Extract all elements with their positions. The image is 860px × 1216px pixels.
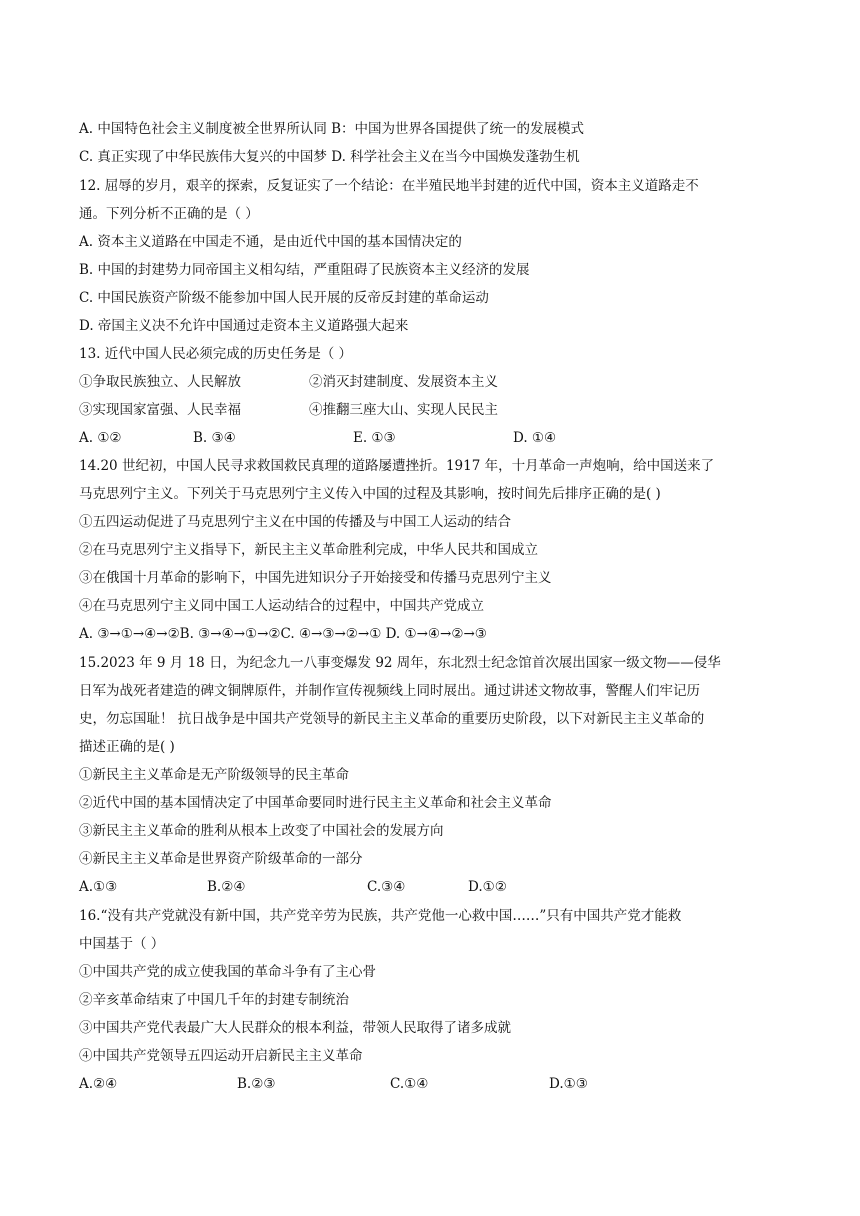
- q15-item-4: ④新民主主义革命是世界资产阶级革命的一部分: [79, 851, 363, 867]
- q11-options-cd: C. 真正实现了中华民族伟大复兴的中国梦 D. 科学社会主义在当今中国焕发蓬勃生机: [79, 149, 580, 165]
- q15-stem-line-2: 日军为战死者建造的碑文铜牌原件，并制作宣传视频线上同时展出。通过讲述文物故事，警醒人们牢记历: [79, 683, 700, 699]
- q16-item-4: ④中国共产党领导五四运动开启新民主主义革命: [79, 1048, 363, 1064]
- q13-option-d: D. ①④: [513, 430, 557, 446]
- q15-stem-line-3: 史，勿忘国耻！ 抗日战争是中国共产党领导的新民主主义革命的重要历史阶段，以下对新民主主义革命的: [79, 711, 705, 727]
- q13-item-2: ②消灭封建制度、发展资本主义: [309, 374, 498, 390]
- q13-item-4: ④推翻三座大山、实现人民民主: [309, 402, 498, 418]
- q15-option-d: D.①②: [468, 879, 507, 895]
- q14-item-1: ①五四运动促进了马克思列宁主义在中国的传播及与中国工人运动的结合: [79, 514, 511, 530]
- q15-option-c: C.③④: [367, 879, 406, 895]
- q13-option-e: E. ①③: [353, 430, 396, 446]
- q14-item-4: ④在马克思列宁主义同中国工人运动结合的过程中，中国共产党成立: [79, 598, 484, 614]
- q13-option-b: B. ③④: [193, 430, 236, 446]
- q14-stem-line-2: 马克思列宁主义。下列关于马克思列宁主义传入中国的过程及其影响，按时间先后排序正确的是( ): [79, 486, 661, 502]
- q11-options-ab: A. 中国特色社会主义制度被全世界所认同 B：中国为世界各国提供了统一的发展模式: [79, 121, 585, 137]
- q12-option-c: C. 中国民族资产阶级不能参加中国人民开展的反帝反封建的革命运动: [79, 290, 489, 306]
- q13-item-3: ③实现国家富强、人民幸福: [79, 402, 241, 418]
- q16-option-b: B.②③: [237, 1076, 276, 1092]
- q16-item-2: ②辛亥革命结束了中国几千年的封建专制统治: [79, 992, 349, 1008]
- q16-stem-line-2: 中国基于（ ）: [79, 936, 165, 952]
- q15-stem-line-1: 15.2023 年 9 月 18 日，为纪念九一八事变爆发 92 周年，东北烈士纪念馆首次展出国家一级文物——侵华: [79, 655, 721, 671]
- q15-item-2: ②近代中国的基本国情决定了中国革命要同时进行民主主义革命和社会主义革命: [79, 795, 552, 811]
- q14-item-2: ②在马克思列宁主义指导下，新民主主义革命胜利完成，中华人民共和国成立: [79, 542, 538, 558]
- q15-item-3: ③新民主主义革命的胜利从根本上改变了中国社会的发展方向: [79, 823, 444, 839]
- q16-item-1: ①中国共产党的成立使我国的革命斗争有了主心骨: [79, 964, 376, 980]
- q12-stem-line-1: 12. 屈辱的岁月，艰辛的探索，反复证实了一个结论：在半殖民地半封建的近代中国，资本主义道路走不: [79, 178, 699, 194]
- q13-item-1: ①争取民族独立、人民解放: [79, 374, 241, 390]
- q16-option-a: A.②④: [79, 1076, 118, 1092]
- q12-option-b: B. 中国的封建势力同帝国主义相勾结，严重阻碍了民族资本主义经济的发展: [79, 262, 530, 278]
- q12-option-d: D. 帝国主义决不允许中国通过走资本主义道路强大起来: [79, 318, 409, 334]
- q14-options: A. ③→①→④→②B. ③→④→①→②C. ④→③→②→① D. ①→④→②→③: [79, 626, 487, 642]
- q12-stem-line-2: 通。下列分析不正确的是（ ）: [79, 206, 259, 222]
- q12-option-a: A. 资本主义道路在中国走不通，是由近代中国的基本国情决定的: [79, 234, 462, 250]
- q16-option-c: C.①④: [390, 1076, 429, 1092]
- q15-item-1: ①新民主主义革命是无产阶级领导的民主革命: [79, 767, 349, 783]
- q13-option-a: A. ①②: [79, 430, 122, 446]
- q16-option-d: D.①③: [549, 1076, 588, 1092]
- q16-stem-line-1: 16.“没有共产党就没有新中国，共产党辛劳为民族，共产党他一心救中国……”只有中国共产党才能救: [79, 908, 682, 924]
- q13-stem: 13. 近代中国人民必须完成的历史任务是（ ）: [79, 346, 353, 362]
- q16-item-3: ③中国共产党代表最广大人民群众的根本利益，带领人民取得了诸多成就: [79, 1020, 511, 1036]
- q14-item-3: ③在俄国十月革命的影响下，中国先进知识分子开始接受和传播马克思列宁主义: [79, 570, 552, 586]
- q15-option-b: B.②④: [207, 879, 246, 895]
- q15-stem-line-4: 描述正确的是( ): [79, 739, 175, 755]
- q14-stem-line-1: 14.20 世纪初，中国人民寻求救国救民真理的道路屡遭挫折。1917 年，十月革命一声炮响，给中国送来了: [79, 458, 715, 474]
- q15-option-a: A.①③: [79, 879, 118, 895]
